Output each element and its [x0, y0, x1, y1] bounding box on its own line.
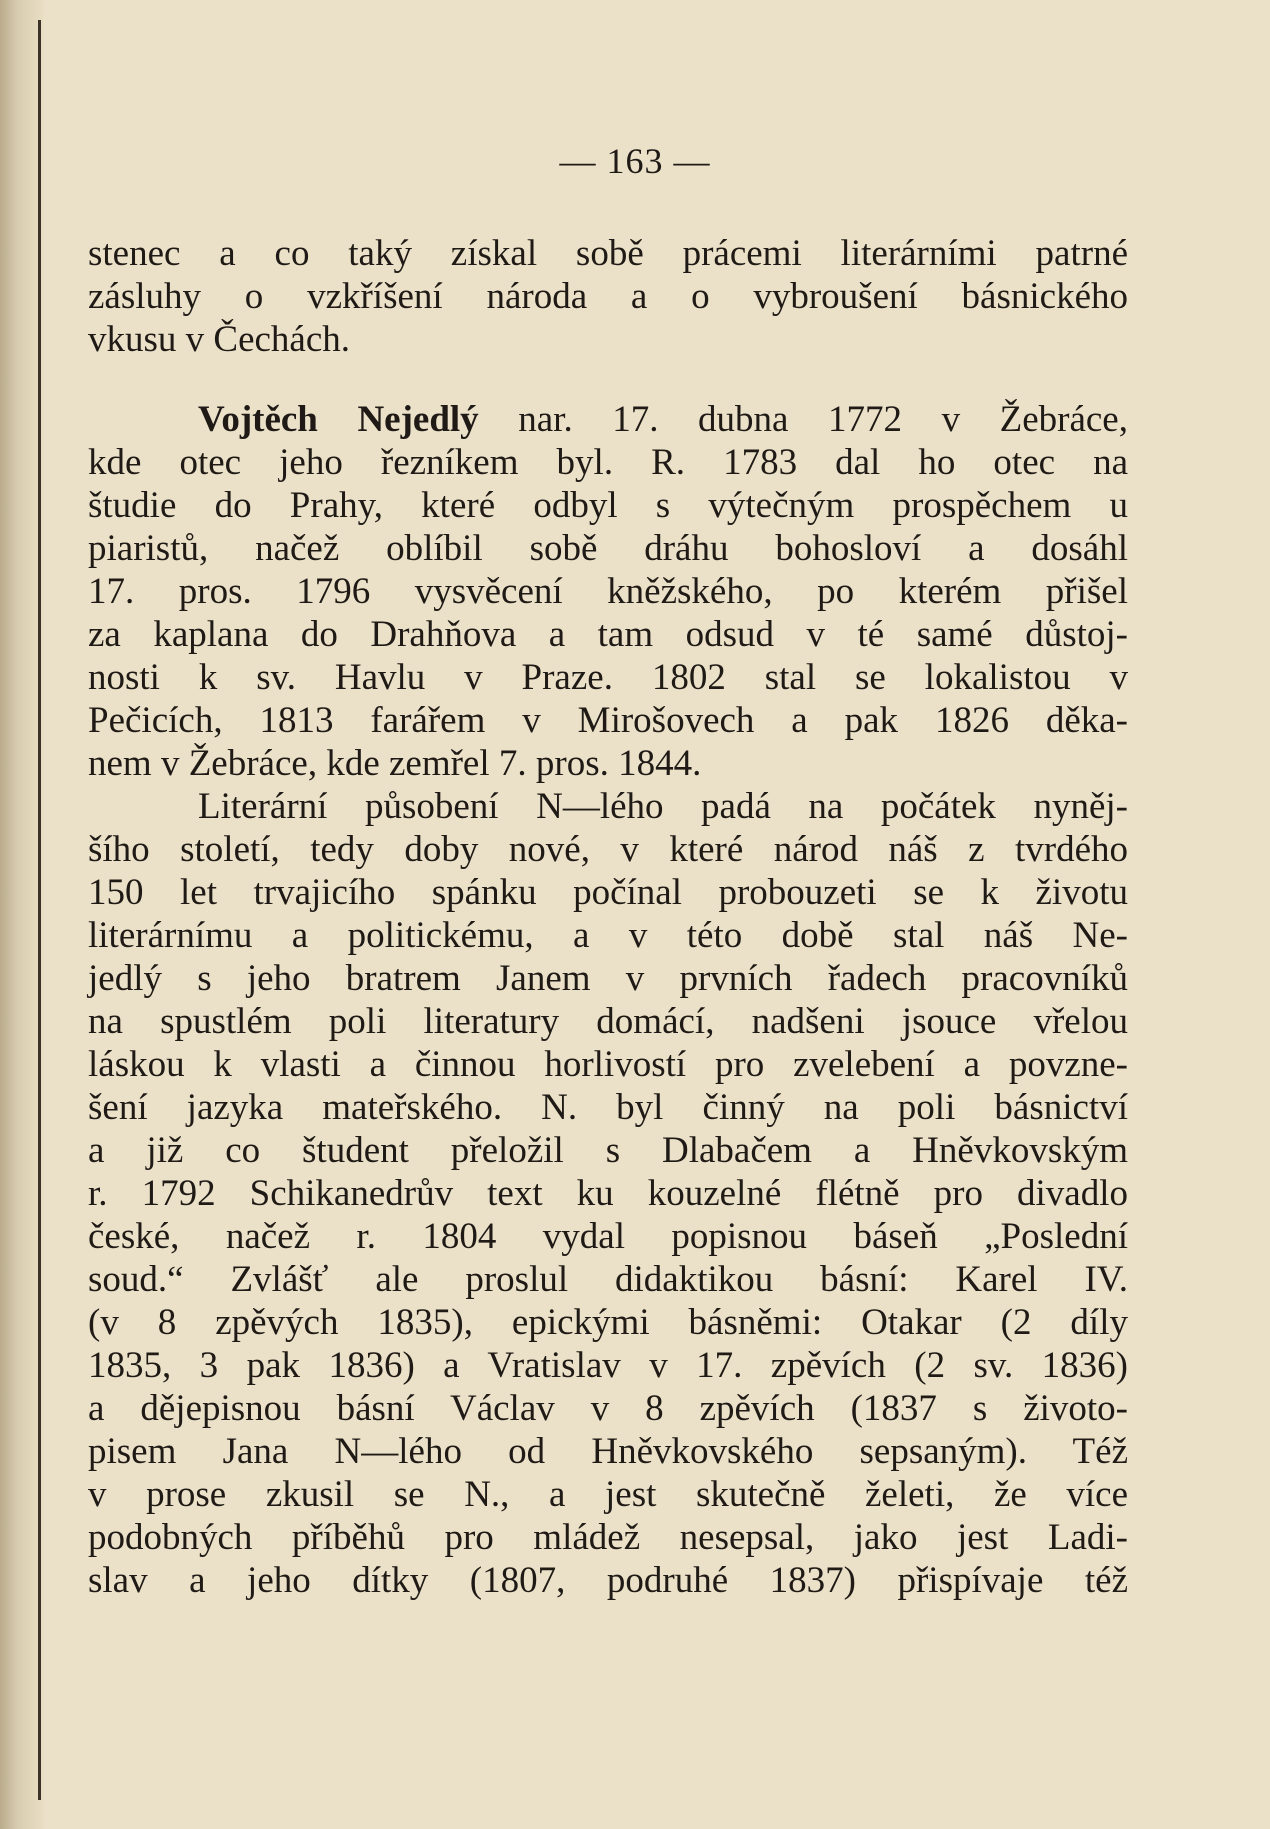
text-line: slav a jeho dítky (1807, podruhé 1837) přispívaje též [88, 1560, 1128, 1601]
text-line: (v 8 zpěvých 1835), epickými básněmi: Otakar (2 díly [88, 1302, 1128, 1343]
text-line: r. 1792 Schikanedrův text ku kouzelné flétně pro divadlo [88, 1173, 1128, 1214]
text-line: 1835, 3 pak 1836) a Vratislav v 17. zpěvích (2 sv. 1836) [88, 1345, 1128, 1386]
text-line: na spustlém poli literatury domácí, nadšeni jsouce vřelou [88, 1001, 1128, 1042]
text-line: podobných příběhů pro mládež nesepsal, jako jest Ladi- [88, 1517, 1128, 1558]
paragraph-intro [88, 232, 1128, 361]
text-line: za kaplana do Drahňova a tam odsud v té samé důstoj- [88, 614, 1128, 655]
text-line: vkusu v Čechách. [88, 319, 351, 360]
text-line: Literární působení N—lého padá na počátek nyněj- [198, 786, 1128, 827]
page-number: — 163 — [559, 141, 711, 181]
paragraph-literary-work [88, 785, 1128, 1602]
text-line: soud.“ Zvlášť ale proslul didaktikou básní: Karel IV. [88, 1259, 1128, 1300]
text-line: láskou k vlasti a činnou horlivostí pro zvelebení a povzne- [88, 1044, 1128, 1085]
text-line: 17. pros. 1796 vysvěcení kněžského, po kterém přišel [88, 571, 1128, 612]
text-line: Pečicích, 1813 farářem v Mirošovech a pak 1826 děka- [88, 700, 1128, 741]
text-line: piaristů, načež oblíbil sobě dráhu bohosloví a dosáhl [88, 528, 1128, 569]
text-line: šení jazyka mateřského. N. byl činný na poli básnictví [88, 1087, 1128, 1128]
text-line [88, 398, 1128, 441]
body-text [88, 232, 1128, 1602]
text-fragment: nar. 17. dubna 1772 v Žebráce, [478, 399, 1128, 440]
text-line: v prose zkusil se N., a jest skutečně želeti, že více [88, 1474, 1128, 1515]
text-line: šího století, tedy doby nové, v které národ náš z tvrdého [88, 829, 1128, 870]
gutter-line [38, 20, 41, 1800]
text-line: a dějepisnou básní Václav v 8 zpěvích (1837 s životo- [88, 1388, 1128, 1429]
text-line: kde otec jeho řezníkem byl. R. 1783 dal ho otec na [88, 442, 1128, 483]
text-line: stenec a co taký získal sobě prácemi literárními patrné [88, 233, 1128, 274]
paragraph-biography [88, 398, 1128, 785]
text-line: pisem Jana N—lého od Hněvkovského sepsaným). Též [88, 1431, 1128, 1472]
person-name: Vojtěch Nejedlý [198, 399, 479, 440]
text-line: literárnímu a politickému, a v této době stal náš Ne- [88, 915, 1128, 956]
text-line: študie do Prahy, které odbyl s výtečným prospěchem u [88, 485, 1128, 526]
text-line: zásluhy o vzkříšení národa a o vybroušení básnického [88, 276, 1128, 317]
text-line: nem v Žebráce, kde zemřel 7. pros. 1844. [88, 743, 702, 784]
text-line: a již co študent přeložil s Dlabačem a Hněvkovským [88, 1130, 1128, 1171]
text-line: jedlý s jeho bratrem Janem v prvních řadech pracovníků [88, 958, 1128, 999]
text-line: 150 let trvajicího spánku počínal probouzeti se k životu [88, 872, 1128, 913]
text-line: české, načež r. 1804 vydal popisnou báseň „Poslední [88, 1216, 1128, 1257]
text-line: nosti k sv. Havlu v Praze. 1802 stal se lokalistou v [88, 657, 1128, 698]
